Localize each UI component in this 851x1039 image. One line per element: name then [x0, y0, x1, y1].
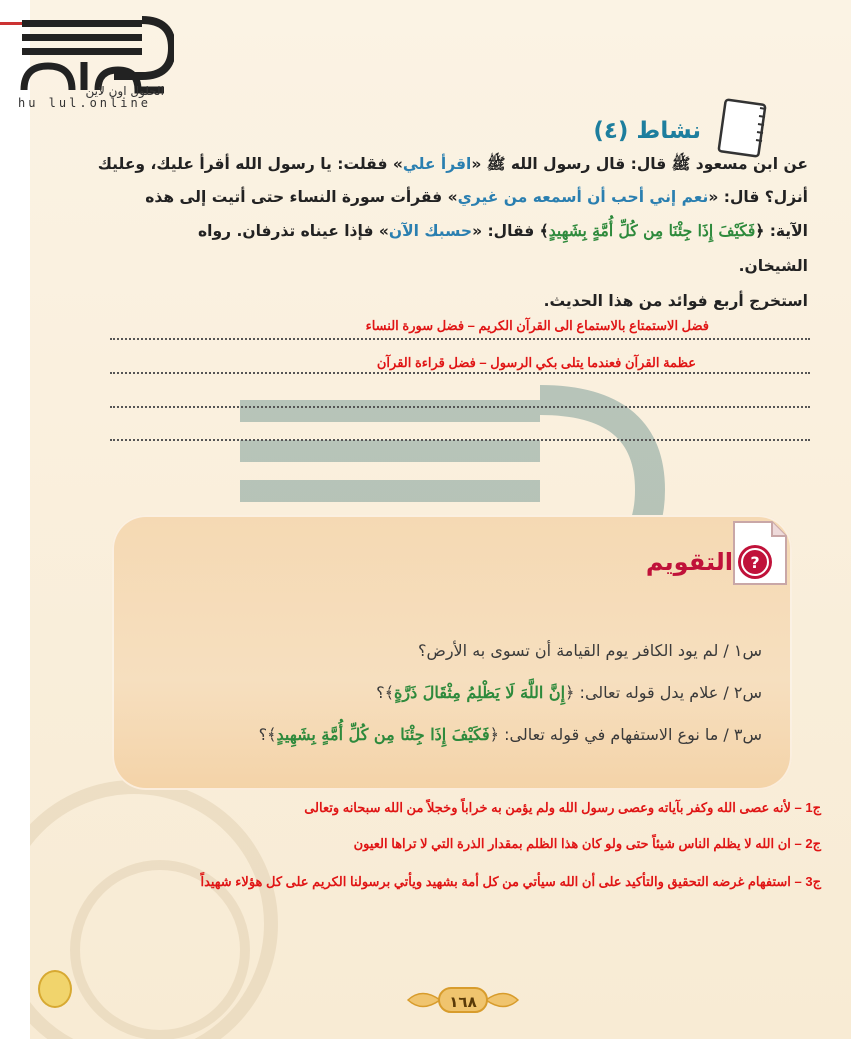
- side-badge-icon: [38, 970, 72, 1008]
- answer-dotted-line: [110, 404, 810, 408]
- quran-verse: فَكَيْفَ إِذَا جِئْنَا مِن كُلِّ أُمَّةٍ بِشَهِيدٍ: [276, 725, 490, 744]
- question-text: س٣ / ما نوع الاستفهام في قوله تعالى: ﴿: [489, 725, 762, 744]
- hadith-line-4: الشيخان.: [738, 257, 808, 275]
- hadith-text: أنزل؟ قال: «: [708, 188, 808, 206]
- logo-latin-text: hu lul.online: [18, 96, 151, 110]
- activity-title: نشاط (٤): [593, 118, 701, 144]
- question-2: [376, 683, 762, 702]
- hadith-line-1: [58, 148, 808, 181]
- answer-dotted-line: [110, 437, 810, 441]
- activity-answer-1: فضل الاستمتاع بالاستماع الى القرآن الكريم – فضل سورة النساء: [365, 318, 709, 333]
- quran-verse: فَكَيْفَ إِذَا جِئْنَا مِن كُلِّ أُمَّةٍ بِشَهِيدٍ: [548, 221, 756, 240]
- hadith-text: » فقرأت سورة النساء حتى أتيت إلى هذه: [145, 188, 458, 206]
- question-1: س١ / لم يود الكافر يوم القيامة أن تسوى به الأرض؟: [417, 641, 762, 660]
- hadith-line-2: [58, 181, 808, 214]
- question-3: [259, 725, 762, 744]
- svg-text:?: ?: [750, 553, 760, 572]
- hadith-text: » فإذا عيناه تذرفان. رواه: [198, 222, 389, 240]
- hadith-text: ﴾ فقال: «: [472, 222, 549, 240]
- evaluation-answer-3: ج3 – استفهام غرضه التحقيق والتأكيد على أن الله سيأتي من كل أمة بشهيد ويأتي برسولنا الكريم على كل هؤلاء شهيداً: [200, 874, 821, 889]
- quran-verse: إِنَّ اللَّهَ لَا يَظْلِمُ مِثْقَالَ ذَرَّةٍ: [393, 683, 566, 702]
- evaluation-answer-1: ج1 – لأنه عصى الله وكفر بآياته وعصى رسول الله ولم يؤمن به خراباً وخجلاً من الله سبحانه وتعالى: [304, 800, 821, 815]
- question-text: ﴾؟: [258, 725, 277, 744]
- logo-arabic-text: الحلول اون لاين: [85, 84, 164, 98]
- hadith-line-3: [58, 214, 808, 248]
- page-number-ornament: [404, 985, 522, 1015]
- question-text: س٢ / علام يدل قوله تعالى: ﴿: [565, 683, 762, 702]
- hadith-quote: حسبك الآن: [388, 222, 473, 240]
- hadith-text: » فقلت: يا رسول الله أقرأ عليك، وعليك: [97, 155, 403, 173]
- evaluation-answer-2: ج2 – ان الله لا يظلم الناس شيئاً حتى ولو كان هذا الظلم بمقدار الذرة التي لا تراها العيون: [353, 836, 821, 851]
- activity-answer-2: عظمة القرآن فعندما يتلى بكي الرسول – فضل قراءة القرآن: [376, 355, 696, 370]
- page-number: ١٦٨: [438, 987, 488, 1013]
- hadith-text: الآية: ﴿: [755, 222, 808, 240]
- hadith-quote: اقرأ علي: [402, 155, 472, 173]
- activity-task: استخرج أربع فوائد من هذا الحديث.: [543, 292, 808, 310]
- answer-dotted-line: [110, 370, 810, 374]
- answer-dotted-line: [110, 336, 810, 340]
- evaluation-title: التقويم: [645, 548, 733, 576]
- question-text: ﴾؟: [376, 683, 394, 702]
- evaluation-icon: [728, 518, 790, 588]
- hadith-text: عن ابن مسعود ﷺ قال: قال رسول الله ﷺ «: [471, 155, 808, 173]
- hadith-quote: نعم إني أحب أن أسمعه من غيري: [457, 188, 709, 206]
